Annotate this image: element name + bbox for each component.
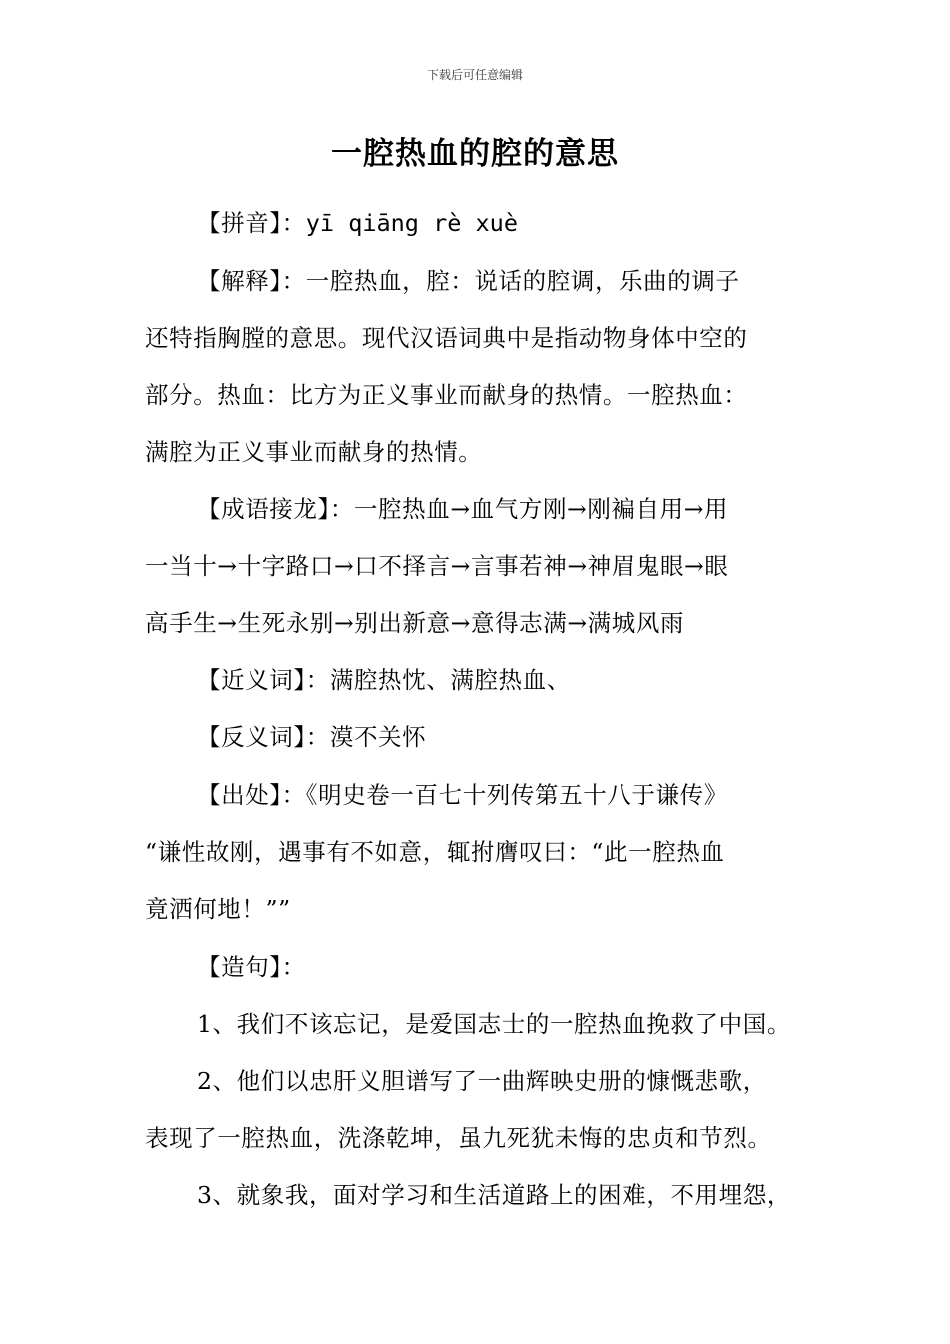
antonyms-line: 【反义词】：漠不关怀 [197, 723, 427, 751]
header-note: 下载后可任意编辑 [426, 68, 523, 82]
example-1: 1、我们不该忘记，是爱国志士的一腔热血挽救了中国。 [197, 1010, 791, 1038]
explanation-line-2: 还特指胸膛的意思。现代汉语词典中是指动物身体中空的 [145, 324, 748, 352]
pinyin-value: yī qiāng rè xuè [305, 209, 518, 237]
page-title: 一腔热血的腔的意思 [331, 136, 619, 172]
source-line-3: 竟洒何地！”” [145, 895, 291, 923]
example-2-line-2: 表现了一腔热血，洗涤乾坤，虽九死犹未悔的忠贞和节烈。 [145, 1124, 772, 1152]
explanation-line-3: 部分。热血：比方为正义事业而献身的热情。一腔热血： [145, 381, 748, 409]
idiom-chain-line-1: 【成语接龙】：一腔热血→血气方刚→刚褊自用→用 [197, 495, 729, 523]
source-line-2: “谦性故刚，遇事有不如意，辄拊膺叹曰：“此一腔热血 [145, 838, 725, 866]
idiom-chain-line-2: 一当十→十字路口→口不择言→言事若神→神眉鬼眼→眼 [145, 552, 729, 580]
pinyin-label: 【拼音】： [197, 209, 306, 237]
idiom-chain-line-3: 高手生→生死永别→别出新意→意得志满→满城风雨 [145, 609, 685, 637]
example-2-line-1: 2、他们以忠肝义胆谱写了一曲辉映史册的慷慨悲歌， [197, 1067, 767, 1095]
explanation-line-1: 【解释】：一腔热血，腔：说话的腔调，乐曲的调子 [197, 267, 740, 295]
source-line-1: 【出处】：《明史卷一百七十列传第五十八于谦传》 [197, 781, 728, 809]
explanation-line-4: 满腔为正义事业而献身的热情。 [145, 438, 483, 466]
example-3-line-1: 3、就象我，面对学习和生活道路上的困难，不用埋怨， [197, 1181, 791, 1209]
pinyin-line [197, 208, 518, 238]
synonyms-line: 【近义词】：满腔热忱、满腔热血、 [197, 666, 571, 694]
examples-heading: 【造句】： [197, 953, 306, 981]
